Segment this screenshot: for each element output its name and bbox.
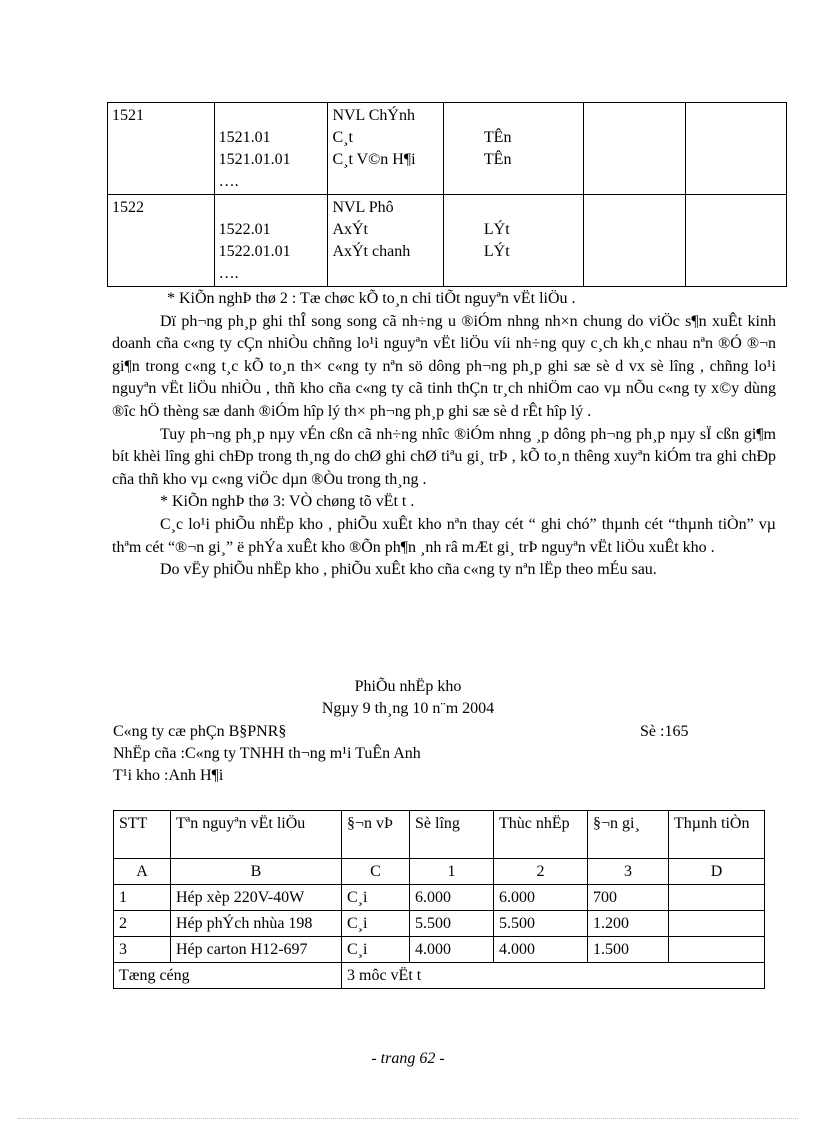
- table-row: 1 Hép xèp 220V-40W C¸i 6.000 6.000 700: [114, 885, 765, 911]
- header-price: §¬n gi¸: [588, 811, 669, 859]
- header-unit: §¬n vÞ: [342, 811, 410, 859]
- total-label: Tæng céng: [114, 963, 342, 989]
- body-text: [112, 288, 776, 582]
- table-row: [108, 195, 787, 287]
- table-row: 3 Hép carton H12-697 C¸i 4.000 4.000 1.500: [114, 937, 765, 963]
- receipt-date: Ngµy 9 th¸ng 10 n¨m 2004: [321, 700, 495, 717]
- receipt-title: PhiÕu nhËp kho: [354, 678, 462, 695]
- header-quantity: Sè lîng: [410, 811, 494, 859]
- account-table: [107, 102, 787, 287]
- empty-cell: [584, 103, 686, 195]
- sub-codes: 1522.01 1522.01.01 ….: [214, 195, 328, 287]
- header-amount: Thµnh tiÒn: [669, 811, 765, 859]
- header-actual: Thùc nhËp: [494, 811, 588, 859]
- header-material: Tªn nguyªn vËt liÖu: [171, 811, 342, 859]
- empty-cell: [686, 195, 787, 287]
- total-value: 3 môc vËt t: [342, 963, 765, 989]
- header-row: [114, 811, 765, 859]
- paragraph: Dï ph¬ng ph¸p ghi thÎ song song cã nh÷ng u ®iÓm nhng nh×n chung do viÖc s¶n xuÊt kinh doanh cña c«ng ty cÇn nhiÒu chñng lo¹i nguyªn vËt liÖu víi nh÷ng quy c¸ch kh¸c nhau nªn ®Ó ®¬n gi¶n trong c«ng t¸c kÕ to¸n th× c«ng ty nªn sö dông ph¬ng ph¸p ghi sæ sè d vx sè lîng , chñng lo¹i nguyªn vËt liÖu nhiÒu , thñ kho cña c«ng ty cã tinh thÇn tr¸ch nhiÖm cao vµ nÕu c«ng ty x©y dùng ®îc hÖ thèng sæ danh ®iÓm hîp lý th× ph¬ng ph¸p ghi sæ sè d rÊt hîp lý .: [112, 312, 776, 420]
- recommendation-2: * KiÕn nghÞ thø 2 : Tæ chøc kÕ to¸n chi tiÕt nguyªn vËt liÖu .: [167, 290, 576, 307]
- receipt-table: [113, 810, 765, 989]
- account-names: NVL ChÝnh C¸t C¸t V©n H¶i: [328, 103, 443, 195]
- total-row: [114, 963, 765, 989]
- warehouse: T¹i kho :Anh H¶i: [113, 767, 224, 784]
- sub-codes: 1521.01 1521.01.01 ….: [214, 103, 328, 195]
- units: TÊn TÊn: [443, 103, 583, 195]
- empty-cell: [686, 103, 787, 195]
- account-names: NVL Phô AxÝt AxÝt chanh: [328, 195, 443, 287]
- paragraph: Do vËy phiÕu nhËp kho , phiÕu xuÊt kho cña c«ng ty nªn lËp theo mÉu sau.: [160, 561, 657, 579]
- supplier: NhËp cña :C«ng ty TNHH th¬ng m¹i TuÊn Anh: [113, 745, 421, 762]
- units: LÝt LÝt: [443, 195, 583, 287]
- divider: [18, 1118, 798, 1119]
- paragraph: C¸c lo¹i phiÕu nhËp kho , phiÕu xuÊt kho nªn thay cét “ ghi chó” thµnh cét “thµnh tiÒn” vµ thªm cét “®¬n gi¸” ë phÝa xuÊt kho ®Õn ph¶n ¸nh râ mÆt gi¸ trÞ nguyªn vËt liÖu xuÊt kho .: [112, 515, 776, 556]
- paragraph: Tuy ph¬ng ph¸p nµy vÉn cßn cã nh÷ng nhîc ®iÓm nhng ¸p dông ph¬ng ph¸p nµy sÏ cßn gi¶m bít khèi lîng ghi chÐp trong th¸ng do chØ ghi chØ tiªu gi¸ trÞ , kÕ to¸n thêng xuyªn kiÓm tra ghi chÐp cña thñ kho vµ c«ng viÖc dµn ®Òu trong th¸ng .: [112, 425, 776, 488]
- receipt-number: Sè :165: [640, 723, 689, 740]
- account-code: 1521: [108, 103, 215, 195]
- table-row: [108, 103, 787, 195]
- header-stt: STT: [114, 811, 171, 859]
- recommendation-3: * KiÕn nghÞ thø 3: VÒ chøng tõ vËt t .: [160, 493, 415, 511]
- account-code: 1522: [108, 195, 215, 287]
- table-row: 2 Hép phÝch nhùa 198 C¸i 5.500 5.500 1.200: [114, 911, 765, 937]
- company-name: C«ng ty cæ phÇn B§PNR§: [113, 723, 287, 740]
- code-row: A B C 1 2 3 D: [114, 859, 765, 885]
- empty-cell: [584, 195, 686, 287]
- page-number: - trang 62 -: [371, 1050, 445, 1067]
